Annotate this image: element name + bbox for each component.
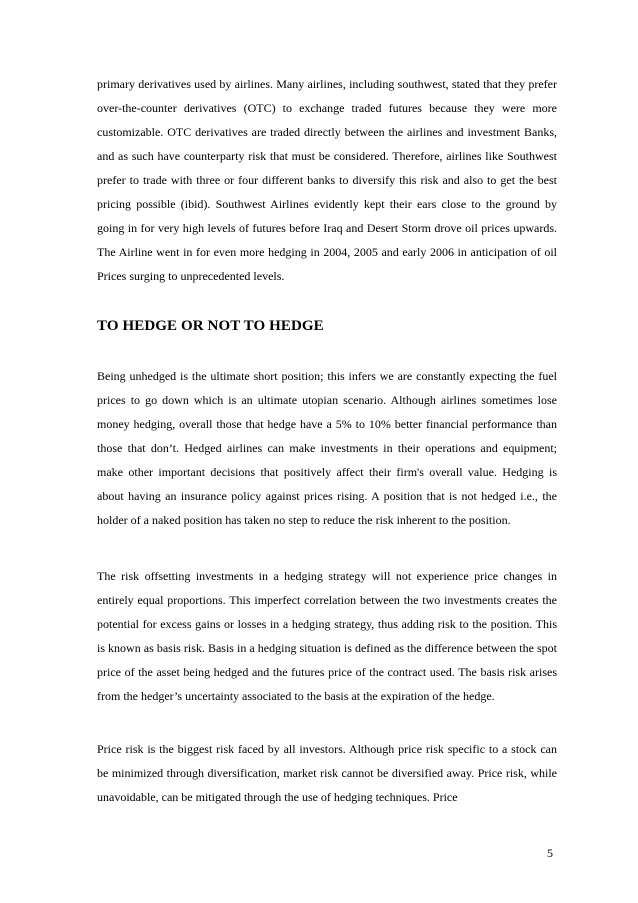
paragraph-otc-derivatives: primary derivatives used by airlines. Many airlines, including southwest, stated that they prefer over-the-counter derivatives (OTC) to exchange traded futures because they were more customizable. OTC derivatives are traded directly between the airlines and investment Banks, and as such have counterparty risk that must be considered. Therefore, airlines like Southwest prefer to trade with three or four different banks to diversify this risk and also to get the best pricing possible (ibid). Southwest Airlines evidently kept their ears close to the ground by going in for very high levels of futures before Iraq and Desert Storm drove oil prices upwards. The Airline went in for even more hedging in 2004, 2005 and early 2006 in anticipation of oil Prices surging to unprecedented levels. — [97, 77, 557, 283]
paragraph-unhedged: Being unhedged is the ultimate short position; this infers we are constantly expecting the fuel prices to go down which is an ultimate utopian scenario. Although airlines sometimes lose money hedging, overall those that hedge have a 5% to 10% better financial performance than those that don’t. Hedged airlines can make investments in their operations and equipment; make other important decisions that positively affect their firm's overall value. Hedging is about having an insurance policy against prices rising. A position that is not hedged i.e., the holder of a naked position has taken no step to reduce the risk inherent to the position. — [97, 369, 557, 527]
section-heading: TO HEDGE OR NOT TO HEDGE — [97, 318, 324, 334]
paragraph-basis-risk: The risk offsetting investments in a hedging strategy will not experience price changes in entirely equal proportions. This imperfect correlation between the two investments creates the potential for excess gains or losses in a hedging strategy, thus adding risk to the position. This is known as basis risk. Basis in a hedging situation is defined as the difference between the spot price of the asset being hedged and the futures price of the contract used. The basis risk arises from the hedger’s uncertainty associated to the basis at the expiration of the hedge. — [97, 569, 557, 703]
page-number: 5 — [547, 846, 553, 860]
paragraph-price-risk: Price risk is the biggest risk faced by all investors. Although price risk specific to a stock can be minimized through diversification, market risk cannot be diversified away. Price risk, while unavoidable, can be mitigated through the use of hedging techniques. Price — [97, 742, 557, 804]
